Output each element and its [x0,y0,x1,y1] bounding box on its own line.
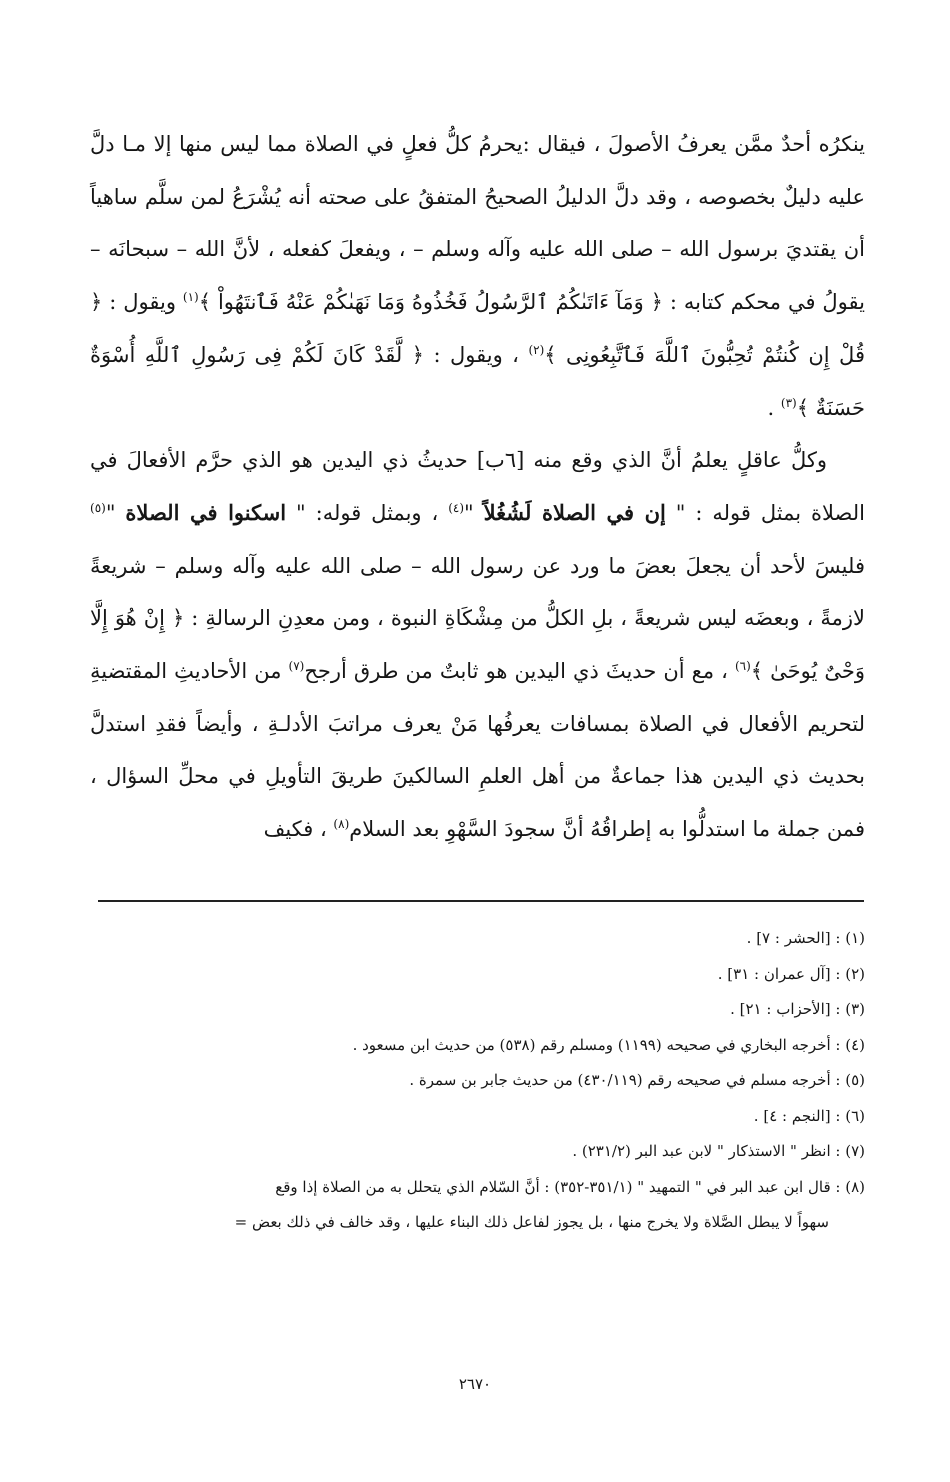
footnote-ref-7: (٧) [288,659,305,674]
footnote-separator [98,900,864,902]
footnote-2: (٢) : [آل عمران : ٣١] . [717,964,865,983]
footnote-8-continuation: سهواً لا يبطل الصَّلاة ولا يخرج منها ، بل يجوز لفاعل ذلك البناء عليها ، وقد خالف في ذلك بعض = [234,1213,829,1231]
paragraph-2-text-e: فليسَ لأحد أن يجعلَ بعضَ ما ورد عن رسول الله – صلى الله عليه وآله وسلم – شريعةً لازمةً ، وبعضَه ليس شريعةً ، بلِ الكلُّ من مِشْكَاةِ النبوة ، ومن معدِنِ الرسالةِ : ﴿ إِنْ هُوَ إِلَّا وَحْىٌ يُوحَىٰ ﴾ [90,553,865,684]
paragraph-2 [90,434,865,856]
footnote-7: (٧) : انظر " الاستذكار " لابن عبد البر (٢٣١/٢) . [572,1142,865,1160]
footnote-3: (٣) : [الأحزاب : ٢١] . [730,1000,865,1018]
footnote-ref-5: (٥) [90,500,106,515]
footnote-5: (٥) : أخرجه مسلم في صحيحه رقم (٤٣٠/١١٩) من حديث جابر بن سمرة . [409,1071,865,1089]
footnote-ref-2: (٢) [528,342,545,357]
footnote-1: (١) : [الحشر : ٧] . [746,929,865,947]
footnote-ref-1: (١) [182,290,199,305]
page-number: ٢٦٧٠ [458,1375,492,1393]
footnote-6: (٦) : [النجم : ٤] . [753,1106,865,1125]
paragraph-1 [90,118,865,434]
footnote-ref-4: (٤) [448,500,465,515]
hadith-quote-2: اسكنوا في الصلاة [125,499,287,525]
hadith-quote-1: إن في الصلاة لَشُغُلاً [483,499,666,525]
paragraph-2-text-b: " [464,500,484,525]
footnote-ref-8: (٨) [333,817,350,832]
paragraph-2-text-g: من الأحاديثِ المقتضيةِ لتحريم الأفعال في الصلاة بمسافات يعرفُها مَنْ يعرف مراتبَ الأدلـةِ ، وأيضاً فقدِ استدلَّ بحديث ذي اليدين هذا جماعةٌ من أهل العلمِ السالكينَ طريقَ التأويلِ في محلِّ السؤال ، فمن جملة ما استدلُّوا به إطراقُهُ أنَّ سجودَ السَّهْوِ بعد السلام [90,659,865,842]
footnote-ref-6: (٦) [734,659,751,674]
paragraph-2-text-d: " [105,500,126,525]
footnote-8: (٨) : قال ابن عبد البر في " التمهيد " (٣٥١/١-٣٥٢) : أنَّ السّلام الذي يتحلل به من الصلاة إذا وقع [275,1177,865,1196]
footnotes [90,921,865,1241]
paragraph-2-text-h: ، فكيف [263,817,334,842]
paragraph-1-text-d: . [767,395,781,420]
footnote-4: (٤) : أخرجه البخاري في صحيحه (١١٩٩) ومسلم رقم (٥٣٨) من حديث ابن مسعود . [352,1035,865,1054]
paragraph-2-text-a: وكلُّ عاقلٍ يعلمُ أنَّ الذي وقع منه [٦ب] حديثُ ذي اليدين هو الذي حرَّم الأفعالَ في الصلاة بمثل قوله : " [90,448,865,525]
paragraph-1-text: ينكرُه أحدٌ ممَّن يعرفُ الأصولَ ، فيقال :يحرمُ كلُّ فعلٍ في الصلاة مما ليس منها إلا مـا دلَّ عليه دليلٌ بخصوصه ، وقد دلَّ الدليلُ الصحيحُ المتفقُ على صحته أنه يُشْرَعُ لمن سلَّم ساهياً أن يقتديَ برسول الله – صلى الله عليه وآله وسلم – ، ويفعلَ كفعله ، لأنَّ الله – سبحانَه – يقولُ في محكم كتابه : ﴿ وَمَآ ءَاتَىٰكُمُ ٱلرَّسُولُ فَخُذُوهُ وَمَا نَهَىٰكُمْ عَنْهُ فَٱنتَهُواْ ﴾ [90,132,865,315]
main-text [90,118,865,856]
footnote-ref-3: (٣) [780,395,797,410]
paragraph-2-text-f: ، مع أن حديثَ ذي اليدين هو ثابتٌ من طرق أرجح [304,659,735,684]
paragraph-2-text-c: ، وبمثل قوله: " [286,500,449,525]
paragraph-1-text-c: ، ويقول : ﴿ لَّقَدْ كَانَ لَكُمْ فِى رَسُولِ ٱللَّهِ أُسْوَةٌ حَسَنَةٌ ﴾ [90,342,865,420]
paragraph-1-text-b: ويقول : ﴿ قُلْ إِن كُنتُمْ تُحِبُّونَ ٱللَّهَ فَٱتَّبِعُونِى ﴾ [90,290,865,367]
